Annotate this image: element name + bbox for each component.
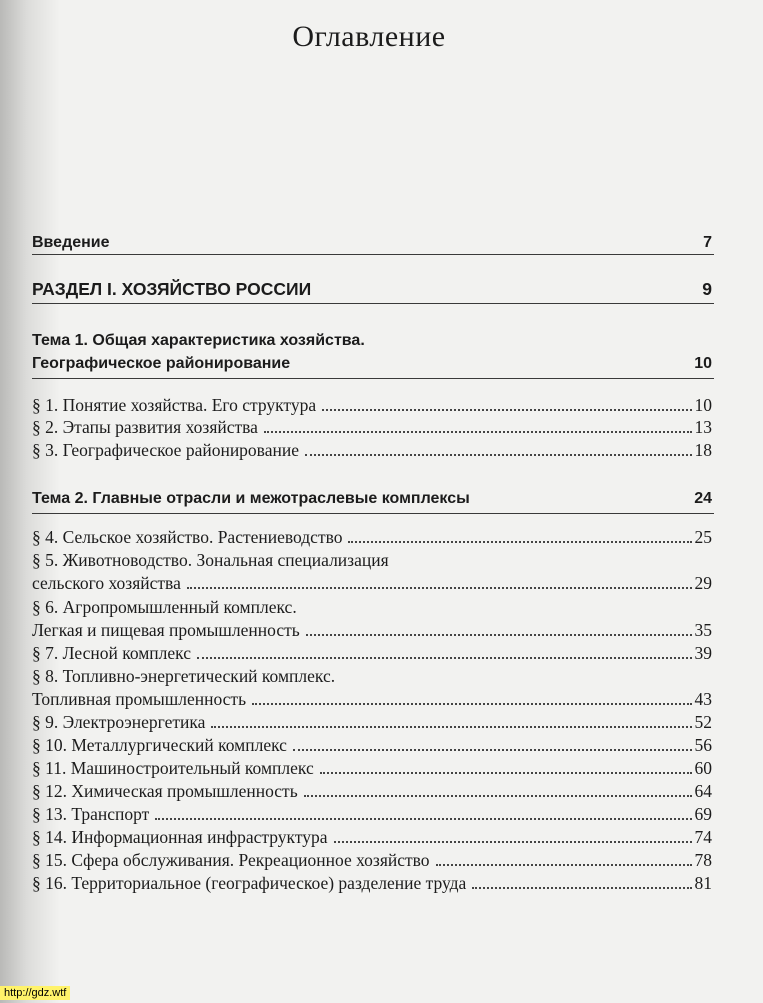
toc-entry-page: 10 <box>694 395 712 415</box>
toc-entry-paragraph-12[interactable] <box>32 780 712 802</box>
watermark-link[interactable]: http://gdz.wtf <box>0 986 70 1000</box>
toc-entry-page: 52 <box>694 712 712 732</box>
toc-entry-label: § 13. Транспорт <box>32 804 150 824</box>
toc-entry-label: § 10. Металлургический комплекс <box>32 735 287 755</box>
toc-entry-paragraph-6-line2[interactable] <box>32 619 712 641</box>
toc-entry-paragraph-10[interactable] <box>32 734 712 756</box>
toc-entry-page: 81 <box>694 873 712 893</box>
toc-entry-page: 10 <box>694 355 712 372</box>
toc-entry-label: § 3. Географическое районирование <box>32 440 299 460</box>
toc-entry-label: РАЗДЕЛ I. ХОЗЯЙСТВО РОССИИ <box>32 279 312 299</box>
toc-entry-topic-1[interactable] <box>32 328 712 350</box>
toc-entry-label-continued: сельского хозяйства <box>32 573 181 593</box>
toc-entry-label: § 1. Понятие хозяйства. Его структура <box>32 395 317 415</box>
toc-entry-page: 7 <box>703 234 712 251</box>
toc-entry-page: 60 <box>694 758 712 778</box>
toc-entry-section-1[interactable] <box>32 278 712 300</box>
toc-entry-page: 69 <box>694 804 712 824</box>
toc-entry-label: § 4. Сельское хозяйство. Растениеводство <box>32 527 343 547</box>
toc-entry-paragraph-14[interactable] <box>32 826 712 848</box>
toc-entry-paragraph-6[interactable] <box>32 596 712 618</box>
toc-entry-paragraph-5[interactable] <box>32 549 712 571</box>
toc-entry-label: § 5. Животноводство. Зональная специализация <box>32 550 389 570</box>
toc-entry-page: 35 <box>694 620 712 640</box>
toc-entry-paragraph-9[interactable] <box>32 711 712 733</box>
toc-entry-label-continued: Географическое районирование <box>32 355 291 372</box>
toc-entry-paragraph-16[interactable] <box>32 872 712 894</box>
toc-entry-paragraph-2[interactable] <box>32 416 712 438</box>
toc-entry-page: 29 <box>694 573 712 593</box>
divider-rule <box>32 303 714 304</box>
toc-entry-page: 78 <box>694 850 712 870</box>
toc-entry-paragraph-8-line2[interactable] <box>32 688 712 710</box>
toc-entry-page: 56 <box>694 735 712 755</box>
toc-entry-label: Введение <box>32 234 110 251</box>
divider-rule <box>32 254 714 255</box>
toc-entry-page: 13 <box>694 417 712 437</box>
toc-entry-page: 39 <box>694 643 712 663</box>
toc-entry-paragraph-15[interactable] <box>32 849 712 871</box>
toc-entry-label: Тема 2. Главные отрасли и межотраслевые комплексы <box>32 490 470 507</box>
toc-entry-page: 64 <box>694 781 712 801</box>
toc-entry-page: 74 <box>694 827 712 847</box>
toc-entry-page: 24 <box>694 490 712 507</box>
toc-entry-paragraph-8[interactable] <box>32 665 712 687</box>
toc-entry-paragraph-7[interactable] <box>32 642 712 664</box>
toc-entry-label: § 15. Сфера обслуживания. Рекреационное хозяйство <box>32 850 430 870</box>
toc-entry-introduction[interactable] <box>32 230 712 252</box>
toc-entry-label: § 14. Информационная инфраструктура <box>32 827 328 847</box>
toc-entry-page: 25 <box>694 527 712 547</box>
toc-entry-label: § 8. Топливно-энергетический комплекс. <box>32 666 336 686</box>
toc-entry-page: 18 <box>694 440 712 460</box>
toc-entry-label-continued: Легкая и пищевая промышленность <box>32 620 300 640</box>
toc-entry-label: § 6. Агропромышленный комплекс. <box>32 597 297 617</box>
toc-entry-paragraph-3[interactable] <box>32 439 712 461</box>
toc-entry-label: § 11. Машиностроительный комплекс <box>32 758 314 778</box>
toc-entry-label: § 16. Территориальное (географическое) разделение труда <box>32 873 467 893</box>
toc-entry-paragraph-4[interactable] <box>32 526 712 548</box>
toc-entry-topic-2[interactable] <box>32 486 712 508</box>
toc-entry-label-continued: Топливная промышленность <box>32 689 247 709</box>
toc-entry-label: § 9. Электроэнергетика <box>32 712 206 732</box>
toc-entry-label: § 7. Лесной комплекс <box>32 643 192 663</box>
toc-entry-page: 43 <box>694 689 712 709</box>
toc-entry-label: § 12. Химическая промышленность <box>32 781 298 801</box>
toc-entry-label: Тема 1. Общая характеристика хозяйства. <box>32 332 365 349</box>
toc-entry-paragraph-5-line2[interactable] <box>32 572 712 594</box>
divider-rule <box>32 513 714 514</box>
page-title: Оглавление <box>292 20 446 53</box>
divider-rule <box>32 378 714 379</box>
toc-entry-page: 9 <box>702 279 712 299</box>
toc-entry-topic-1-line2[interactable] <box>32 351 712 373</box>
toc-entry-paragraph-13[interactable] <box>32 803 712 825</box>
toc-entry-paragraph-1[interactable] <box>32 394 712 416</box>
toc-entry-label: § 2. Этапы развития хозяйства <box>32 417 258 437</box>
toc-entry-paragraph-11[interactable] <box>32 757 712 779</box>
